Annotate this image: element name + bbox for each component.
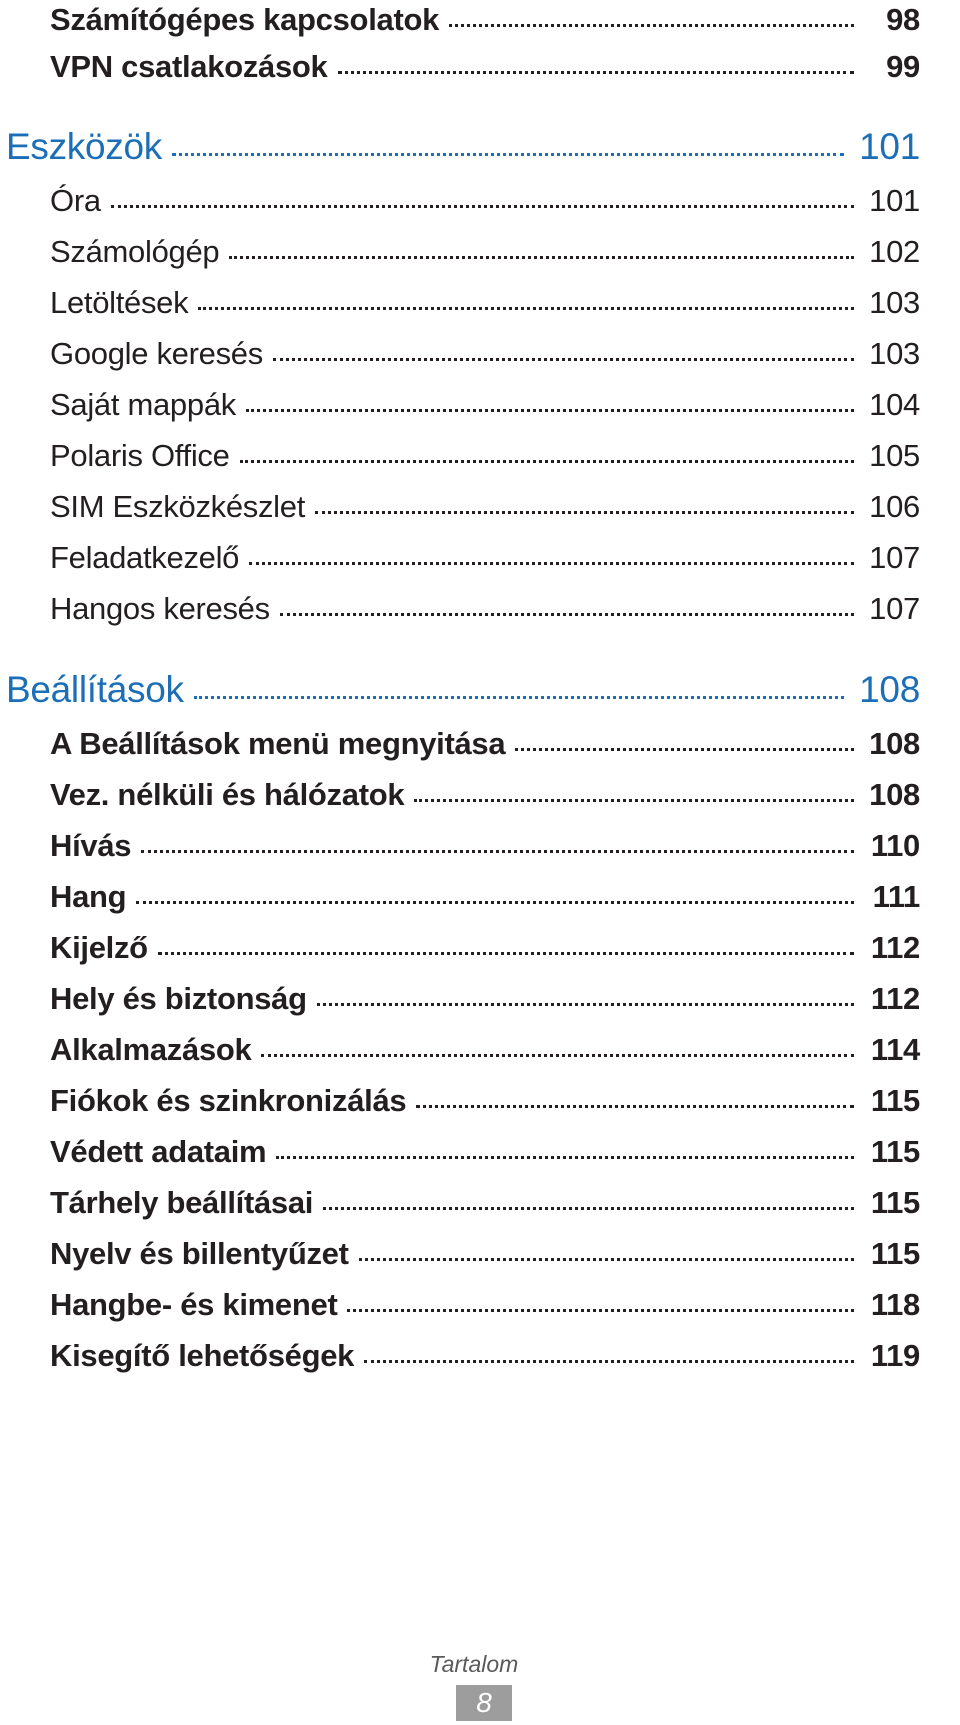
toc-entry-label: Fiókok és szinkronizálás [50, 1083, 407, 1118]
toc-entry-beallitasok-menu-megnyitasa[interactable] [50, 726, 920, 762]
toc-entry-fiokok-es-szinkronizalas[interactable] [50, 1083, 920, 1119]
toc-entry-page: 108 [869, 726, 920, 761]
toc-entry-label: Hívás [50, 828, 132, 863]
toc-entry-page: 99 [886, 49, 920, 84]
toc-entry-google-kereses[interactable] [50, 336, 920, 372]
toc-entry-label: Hangbe- és kimenet [50, 1287, 338, 1322]
toc-section-page: 108 [859, 669, 920, 710]
dot-leader [323, 1207, 854, 1210]
dot-leader [280, 613, 854, 616]
toc-entry-page: 105 [869, 438, 920, 473]
toc-entry-kijelzo[interactable] [50, 930, 920, 966]
toc-entry-label: Nyelv és billentyűzet [50, 1236, 349, 1271]
toc-section-eszkozok[interactable] [6, 126, 920, 168]
dot-leader [338, 71, 855, 74]
toc-entry-label: Hangos keresés [50, 591, 270, 626]
toc-entry-polaris-office[interactable] [50, 438, 920, 474]
dot-leader [229, 256, 854, 259]
toc-entry-vedett-adataim[interactable] [50, 1134, 920, 1170]
toc-entry-page: 114 [870, 1032, 920, 1067]
dot-leader [515, 748, 854, 751]
toc-entry-tarhely-beallitasai[interactable] [50, 1185, 920, 1221]
dot-leader [141, 850, 854, 853]
toc-section-label: Eszközök [6, 126, 162, 167]
toc-entry-page: 112 [870, 981, 920, 1016]
dot-leader [158, 952, 854, 955]
toc-entry-vez-nelkuli-es-halozatok[interactable] [50, 777, 920, 813]
toc-entry-label: Hang [50, 879, 127, 914]
toc-entry-label: Feladatkezelő [50, 540, 240, 575]
toc-entry-page: 107 [869, 540, 920, 575]
toc-entry-alkalmazasok[interactable] [50, 1032, 920, 1068]
toc-entry-page: 110 [870, 828, 920, 863]
dot-leader [240, 460, 854, 463]
toc-entry-ora[interactable] [50, 183, 920, 219]
dot-leader [246, 409, 854, 412]
toc-entry-label: Saját mappák [50, 387, 236, 422]
dot-leader [364, 1360, 854, 1363]
toc-entry-label: Számológép [50, 234, 220, 269]
dot-leader [347, 1309, 854, 1312]
toc-entry-page: 111 [872, 879, 920, 914]
dot-leader [449, 24, 854, 27]
dot-leader [198, 307, 854, 310]
toc-entry-page: 103 [869, 285, 920, 320]
toc-entry-feladatkezelo[interactable] [50, 540, 920, 576]
toc-entry-hely-es-biztonsag[interactable] [50, 981, 920, 1017]
toc-entry-szamitogepes-kapcsolatok[interactable] [50, 2, 920, 38]
toc-entry-label: VPN csatlakozások [50, 49, 328, 84]
toc-entry-label: A Beállítások menü megnyitása [50, 726, 506, 761]
toc-section-page: 101 [859, 126, 920, 167]
toc-entry-hang[interactable] [50, 879, 920, 915]
dot-leader [261, 1054, 854, 1057]
dot-leader [249, 562, 854, 565]
toc-entry-hangos-kereses[interactable] [50, 591, 920, 627]
toc-entry-page: 115 [870, 1185, 920, 1220]
dot-leader [414, 799, 854, 802]
toc-entry-label: Hely és biztonság [50, 981, 307, 1016]
dot-leader [172, 153, 844, 156]
toc-entry-page: 115 [870, 1134, 920, 1169]
toc-entry-page: 104 [869, 387, 920, 422]
toc-entry-hivas[interactable] [50, 828, 920, 864]
toc-entry-label: Letöltések [50, 285, 189, 320]
toc-entry-page: 106 [869, 489, 920, 524]
toc-entry-label: Számítógépes kapcsolatok [50, 2, 440, 37]
toc-entry-label: Védett adataim [50, 1134, 267, 1169]
toc-entry-kisegito-lehetosegek[interactable] [50, 1338, 920, 1374]
toc-entry-label: Kijelző [50, 930, 148, 965]
page-number-badge: 8 [456, 1685, 512, 1721]
toc-entry-label: Tárhely beállításai [50, 1185, 314, 1220]
toc-entry-page: 103 [869, 336, 920, 371]
dot-leader [136, 901, 854, 904]
dot-leader [111, 205, 854, 208]
dot-leader [416, 1105, 854, 1108]
dot-leader [315, 511, 854, 514]
dot-leader [359, 1258, 854, 1261]
toc-entry-page: 108 [869, 777, 920, 812]
toc-entry-sim-eszkozkeszlet[interactable] [50, 489, 920, 525]
toc-entry-sajat-mappak[interactable] [50, 387, 920, 423]
toc-entry-vpn-csatlakozasok[interactable] [50, 49, 920, 85]
toc-entry-label: Óra [50, 183, 101, 218]
dot-leader [194, 696, 844, 699]
dot-leader [273, 358, 854, 361]
toc-entry-page: 115 [870, 1236, 920, 1271]
toc-entry-hangbe-es-kimenet[interactable] [50, 1287, 920, 1323]
toc-entry-page: 119 [870, 1338, 920, 1373]
toc-entry-label: Alkalmazások [50, 1032, 252, 1067]
toc-entry-label: Vez. nélküli és hálózatok [50, 777, 405, 812]
toc-entry-page: 107 [869, 591, 920, 626]
toc-section-label: Beállítások [6, 669, 184, 710]
footer-label-text: Tartalom [429, 1651, 519, 1677]
toc-entry-nyelv-es-billentyuzet[interactable] [50, 1236, 920, 1272]
toc-entry-page: 112 [870, 930, 920, 965]
toc-entry-page: 115 [870, 1083, 920, 1118]
dot-leader [317, 1003, 854, 1006]
toc-entry-label: Polaris Office [50, 438, 230, 473]
toc-entry-page: 98 [886, 2, 920, 37]
dot-leader [276, 1156, 854, 1159]
toc-entry-szamologep[interactable] [50, 234, 920, 270]
toc-entry-label: Kisegítő lehetőségek [50, 1338, 355, 1373]
toc-entry-page: 102 [869, 234, 920, 269]
toc-entry-label: SIM Eszközkészlet [50, 489, 306, 524]
toc-entry-letoltesek[interactable] [50, 285, 920, 321]
toc-entry-page: 118 [870, 1287, 920, 1322]
toc-entry-label: Google keresés [50, 336, 263, 371]
footer-section-label [0, 1651, 960, 1678]
toc-section-beallitasok[interactable] [6, 669, 920, 711]
toc-entry-page: 101 [869, 183, 920, 218]
